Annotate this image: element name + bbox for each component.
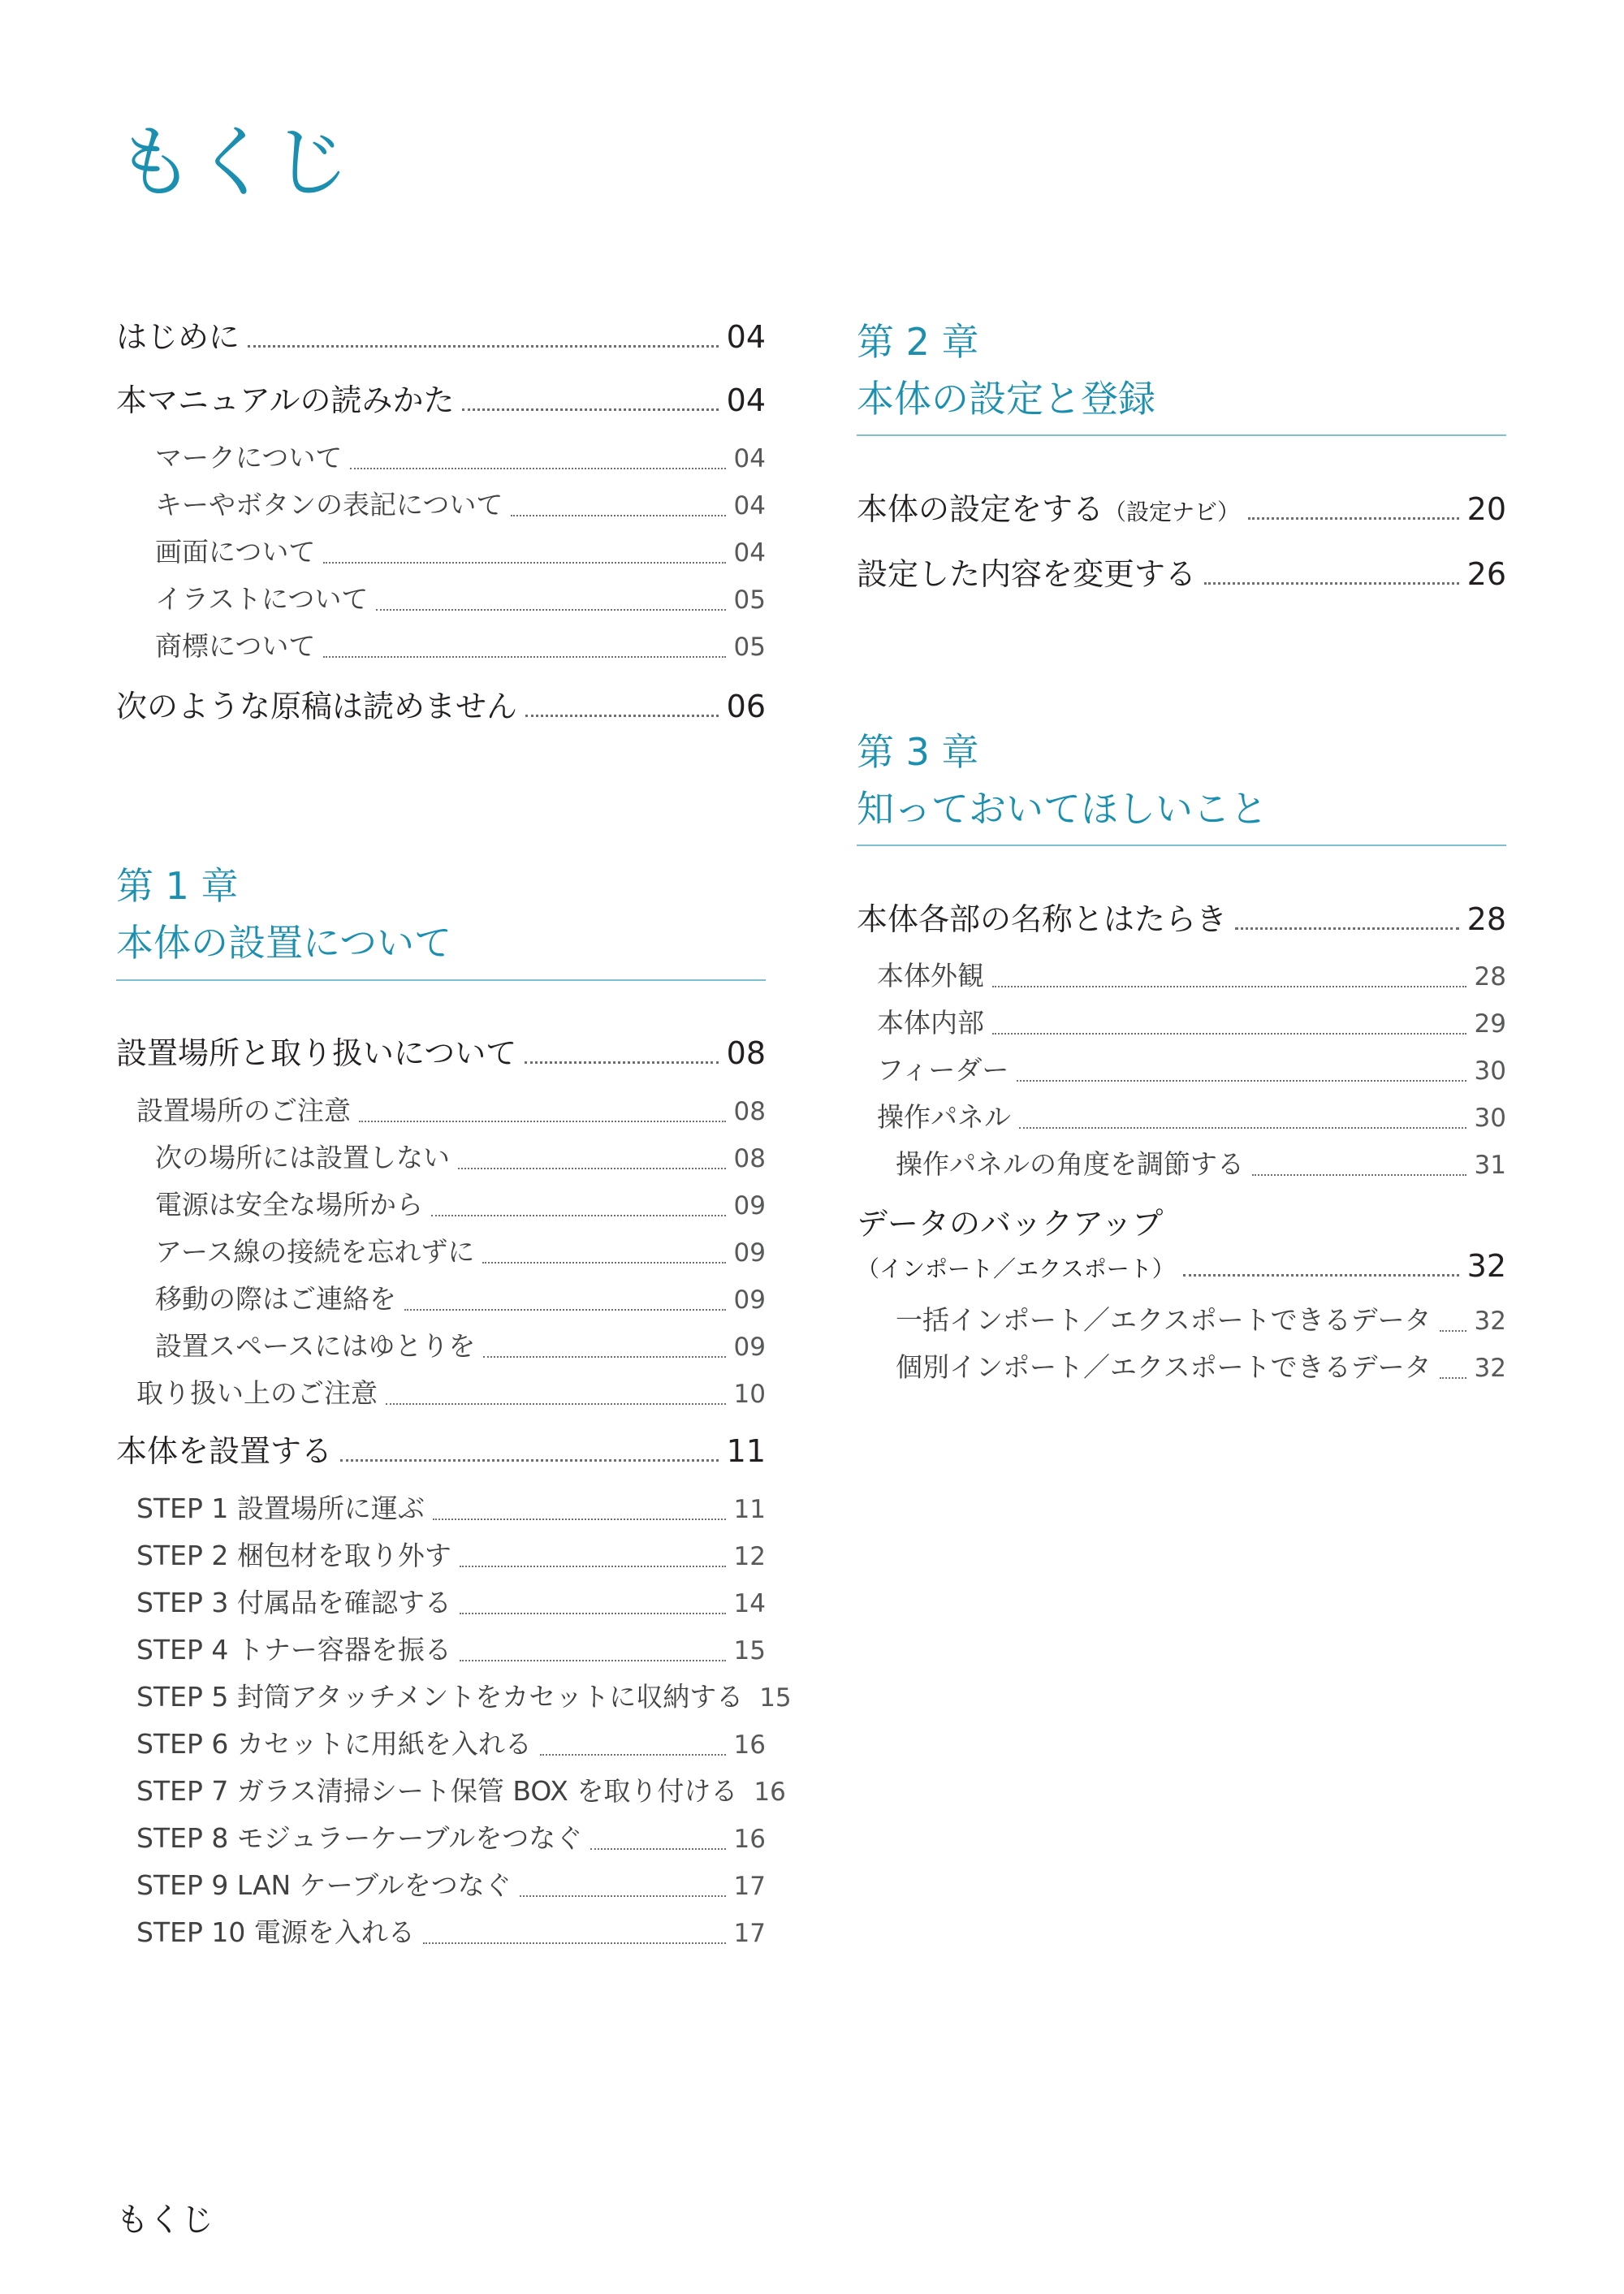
toc-entry-note: （インポート／エクスポート）	[857, 1255, 1175, 1282]
leader-dots	[433, 1517, 726, 1520]
toc-subentry[interactable]	[136, 1770, 786, 1812]
chapter-divider	[857, 845, 1506, 846]
toc-subentry[interactable]	[155, 531, 766, 573]
toc-subentry[interactable]	[136, 1912, 766, 1954]
toc-entry[interactable]	[116, 1428, 766, 1475]
toc-entry-page: 17	[733, 1919, 766, 1948]
leader-dots	[540, 1752, 726, 1756]
toc-entry-title: 本体内部	[877, 1007, 984, 1039]
leader-dots	[1235, 926, 1459, 930]
toc-entry-page: 32	[1474, 1307, 1506, 1336]
leader-dots	[1440, 1376, 1466, 1379]
toc-entry-title: STEP 3 付属品を確認する	[136, 1587, 451, 1618]
toc-entry-title: 個別インポート／エクスポートできるデータ	[896, 1351, 1432, 1383]
toc-entry-title: はじめに	[116, 319, 240, 355]
toc-entry-title: 本マニュアルの読みかた	[116, 382, 455, 418]
leader-dots	[350, 466, 725, 469]
toc-entry-title: 操作パネル	[877, 1101, 1011, 1133]
leader-dots	[525, 1060, 718, 1064]
leader-dots	[323, 560, 725, 564]
toc-entry-title: 画面について	[155, 536, 316, 568]
toc-subentry[interactable]	[155, 484, 766, 526]
leader-dots	[404, 1307, 726, 1311]
toc-entry-page: 30	[1474, 1104, 1506, 1133]
toc-entry[interactable]	[857, 896, 1506, 943]
leader-dots	[525, 713, 719, 717]
toc-subentry[interactable]	[877, 1002, 1506, 1044]
leader-dots	[482, 1260, 725, 1264]
toc-entry[interactable]	[857, 1200, 1506, 1247]
toc-entry[interactable]	[116, 1030, 766, 1077]
toc-entry-title: キーやボタンの表記について	[155, 489, 503, 521]
leader-dots	[460, 1564, 726, 1567]
toc-entry-title: 電源は安全な場所から	[155, 1189, 423, 1220]
toc-subentry[interactable]	[136, 1535, 766, 1577]
toc-entry-title: STEP 4 トナー容器を振る	[136, 1634, 451, 1665]
toc-entry-title: イラストについて	[155, 583, 369, 615]
toc-entry-page: 09	[733, 1191, 766, 1220]
toc-subentry[interactable]	[877, 1096, 1506, 1138]
leader-dots	[460, 1611, 726, 1614]
toc-subentry[interactable]	[136, 1582, 766, 1624]
chapter-title: 知っておいてほしいこと	[857, 787, 1268, 831]
toc-entry-title: 設置スペースにはゆとりを	[155, 1330, 476, 1362]
leader-dots	[431, 1213, 726, 1216]
toc-entry-page: 29	[1474, 1009, 1506, 1039]
toc-entry-page: 10	[733, 1380, 766, 1409]
toc-entry-title: 設置場所と取り扱いについて	[116, 1035, 517, 1071]
toc-entry-page: 09	[733, 1238, 766, 1268]
toc-entry-page: 32	[1466, 1248, 1506, 1284]
toc-subentry[interactable]	[155, 1325, 766, 1367]
toc-entry-page: 04	[733, 491, 766, 521]
toc-entry-page: 16	[754, 1778, 786, 1807]
toc-subentry[interactable]	[877, 1049, 1506, 1091]
leader-dots	[483, 1354, 725, 1358]
leader-dots	[458, 1166, 726, 1169]
toc-entry-page: 20	[1466, 491, 1506, 527]
toc-entry-page: 05	[733, 633, 766, 662]
toc-subentry[interactable]	[136, 1090, 766, 1132]
toc-entry-title: 本体各部の名称とはたらき	[857, 901, 1228, 937]
chapter-title: 本体の設定と登録	[857, 377, 1155, 421]
toc-entry-title: 設置場所のご注意	[136, 1095, 351, 1126]
toc-entry-title: 次のような原稿は読めません	[116, 689, 518, 724]
chapter-label: 第 1 章	[116, 864, 239, 908]
footer-page-label: もくじ	[116, 2201, 214, 2239]
toc-subentry[interactable]	[896, 1143, 1506, 1186]
leader-dots	[590, 1847, 725, 1850]
toc-entry-page: 04	[726, 319, 766, 355]
toc-entry-title: STEP 10 電源を入れる	[136, 1916, 415, 1948]
toc-subentry[interactable]	[155, 1278, 766, 1320]
toc-entry-title: STEP 9 LAN ケーブルをつなぐ	[136, 1869, 512, 1901]
toc-subentry[interactable]	[155, 1231, 766, 1273]
toc-subentry[interactable]	[136, 1676, 792, 1718]
leader-dots	[520, 1894, 726, 1897]
toc-entry-page: 32	[1474, 1354, 1506, 1383]
toc-entry-page: 04	[733, 538, 766, 568]
toc-entry-title: 操作パネルの角度を調節する	[896, 1148, 1244, 1180]
toc-entry-page: 06	[726, 689, 766, 724]
toc-entry-title: フィーダー	[877, 1054, 1009, 1086]
toc-subentry[interactable]	[155, 437, 766, 479]
leader-dots	[1440, 1328, 1466, 1332]
toc-entry-page: 09	[733, 1285, 766, 1315]
toc-subentry[interactable]	[136, 1629, 766, 1671]
toc-entry-title: STEP 5 封筒アタッチメントをカセットに収納する	[136, 1681, 744, 1713]
chapter-divider	[857, 434, 1506, 436]
toc-entry-page: 14	[733, 1589, 766, 1618]
toc-entry[interactable]	[857, 486, 1506, 533]
toc-entry-title: 商標について	[155, 630, 316, 662]
leader-dots	[1017, 1078, 1466, 1082]
toc-entry-page: 28	[1474, 962, 1506, 991]
toc-entry-title: 一括インポート／エクスポートできるデータ	[896, 1304, 1432, 1336]
leader-dots	[992, 984, 1466, 987]
toc-subentry[interactable]	[155, 1184, 766, 1226]
toc-entry-title: アース線の接続を忘れずに	[155, 1236, 475, 1268]
toc-entry-page: 11	[733, 1495, 766, 1524]
toc-entry-page: 30	[1474, 1056, 1506, 1086]
toc-subentry[interactable]	[136, 1372, 766, 1415]
leader-dots	[460, 1658, 726, 1661]
toc-subentry[interactable]	[155, 625, 766, 667]
toc-entry[interactable]	[116, 313, 766, 361]
leader-dots	[386, 1402, 726, 1405]
toc-entry-page: 28	[1466, 901, 1506, 937]
toc-entry-title: STEP 8 モジュラーケーブルをつなぐ	[136, 1822, 583, 1854]
toc-entry-page: 26	[1466, 556, 1506, 592]
leader-dots	[376, 607, 725, 611]
toc-entry-title: STEP 2 梱包材を取り外す	[136, 1540, 451, 1571]
leader-dots	[1019, 1125, 1466, 1129]
toc-entry-page: 11	[726, 1433, 766, 1469]
chapter-label: 第 3 章	[857, 730, 979, 774]
toc-entry-title: 本体の設定をする	[857, 491, 1104, 527]
toc-entry-page: 16	[733, 1825, 766, 1854]
toc-subentry[interactable]	[155, 578, 766, 620]
toc-entry-page: 08	[733, 1144, 766, 1173]
leader-dots	[1248, 516, 1459, 520]
toc-entry-title: 次の場所には設置しない	[155, 1142, 450, 1173]
leader-dots	[511, 513, 725, 516]
toc-entry-title: 本体を設置する	[116, 1433, 333, 1469]
toc-entry-page: 08	[733, 1097, 766, 1126]
toc-entry-title: マークについて	[155, 442, 343, 473]
toc-entry-page: 15	[759, 1683, 792, 1713]
toc-entry-page: 09	[733, 1333, 766, 1362]
toc-entry-page: 15	[733, 1636, 766, 1665]
toc-entry-continued[interactable]	[857, 1242, 1506, 1290]
leader-dots	[992, 1031, 1466, 1035]
chapter-divider	[116, 979, 766, 981]
leader-dots	[340, 1458, 719, 1462]
toc-entry[interactable]	[857, 551, 1506, 598]
chapter-label: 第 2 章	[857, 320, 979, 364]
leader-dots	[359, 1119, 726, 1122]
toc-entry[interactable]	[116, 377, 766, 424]
leader-dots	[462, 407, 718, 411]
toc-entry-title: STEP 6 カセットに用紙を入れる	[136, 1728, 532, 1760]
toc-entry-page: 16	[733, 1730, 766, 1760]
leader-dots	[423, 1941, 726, 1944]
toc-subentry[interactable]	[136, 1488, 766, 1530]
toc-entry-page: 31	[1474, 1151, 1506, 1180]
toc-entry-page: 17	[733, 1872, 766, 1901]
toc-entry-page: 04	[726, 382, 766, 418]
toc-subentry[interactable]	[136, 1817, 766, 1860]
toc-entry-title: STEP 7 ガラス清掃シート保管 BOX を取り付ける	[136, 1775, 738, 1807]
chapter-title: 本体の設置について	[116, 921, 452, 965]
toc-subentry[interactable]	[136, 1723, 766, 1765]
toc-entry-page: 08	[726, 1035, 766, 1071]
toc-entry[interactable]	[116, 683, 766, 730]
toc-subentry[interactable]	[896, 1346, 1506, 1389]
leader-dots	[1252, 1173, 1466, 1176]
toc-entry-title: 移動の際はご連絡を	[155, 1283, 396, 1315]
leader-dots	[323, 655, 725, 658]
toc-entry-title: 取り扱い上のご注意	[136, 1377, 378, 1409]
toc-entry-page: 04	[733, 444, 766, 473]
toc-entry-title: 設定した内容を変更する	[857, 556, 1197, 592]
toc-entry-title: STEP 1 設置場所に運ぶ	[136, 1493, 425, 1524]
toc-entry-note: （設定ナビ）	[1104, 499, 1241, 525]
toc-entry-page: 12	[733, 1542, 766, 1571]
toc-subentry[interactable]	[155, 1137, 766, 1179]
toc-subentry[interactable]	[136, 1864, 766, 1907]
toc-subentry[interactable]	[877, 955, 1506, 997]
leader-dots	[248, 343, 719, 348]
leader-dots	[1204, 581, 1459, 585]
toc-entry-title: 本体外観	[877, 960, 984, 991]
toc-subentry[interactable]	[896, 1299, 1506, 1341]
page-title: もくじ	[116, 117, 350, 208]
leader-dots	[1183, 1272, 1459, 1277]
toc-entry-page: 05	[733, 585, 766, 615]
toc-entry-title: データのバックアップ	[857, 1206, 1164, 1242]
